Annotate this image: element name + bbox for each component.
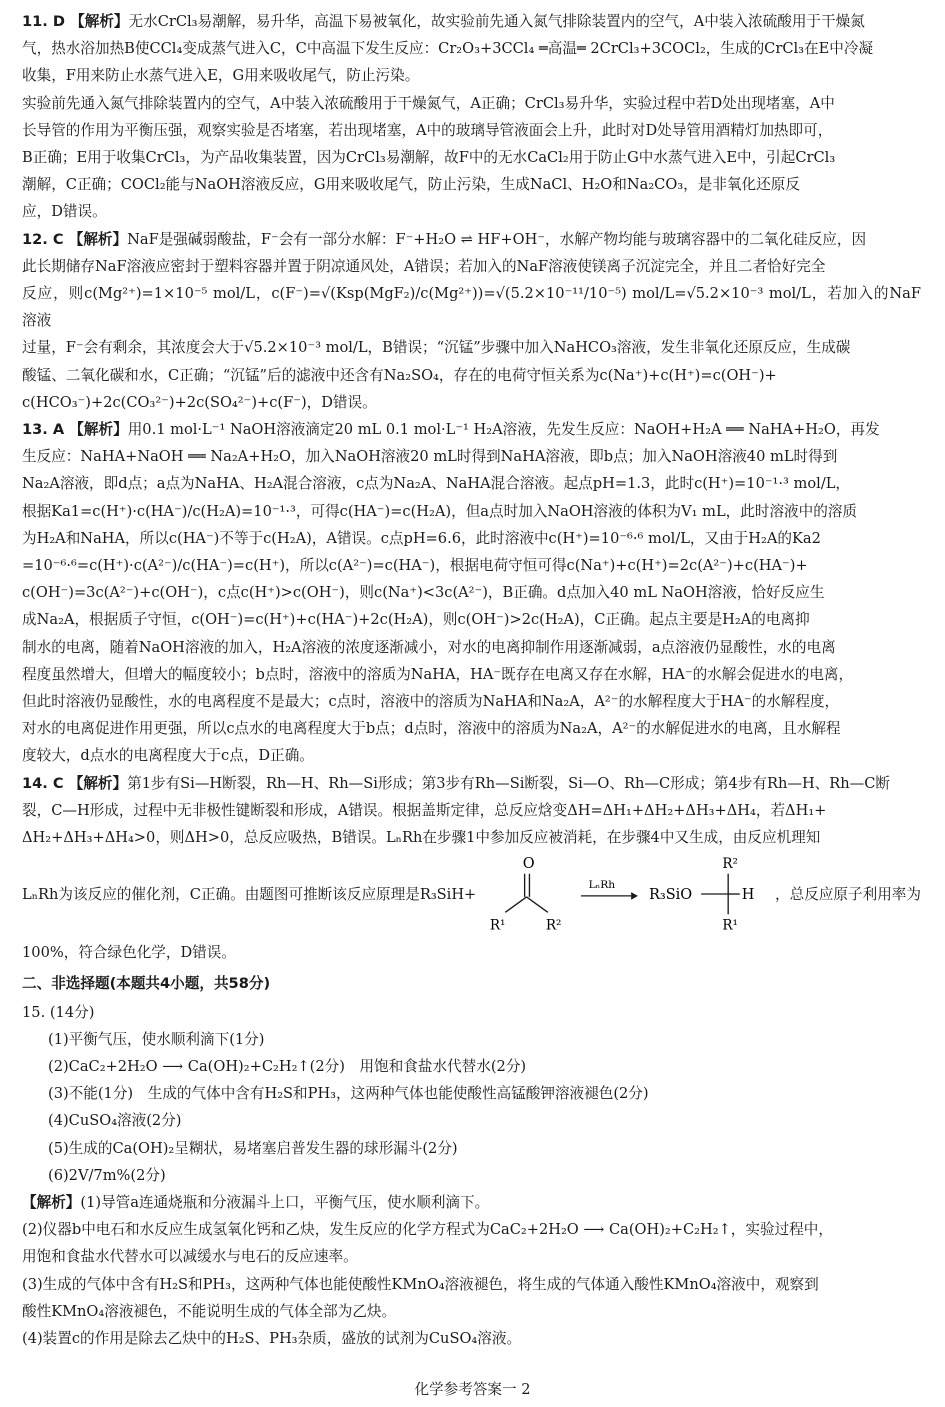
q11-line: 潮解，C正确；COCl₂能与NaOH溶液反应，G用来吸收尾气，防止污染，生成NaCl、H₂O和Na₂CO₃，是非氧化还原反: [22, 176, 800, 194]
reaction-scheme: [22, 849, 921, 939]
q11-line: B正确；E用于收集CrCl₃，为产品收集装置，因为CrCl₃易潮解，故F中的无水CaCl₂用于防止G中水蒸气进入E中，引起CrCl₃: [22, 149, 836, 167]
q12-head: 12. C 【解析】: [22, 230, 128, 248]
q15-explain: 酸性KMnO₄溶液褪色，不能说明生成的气体全部为乙炔。: [22, 1302, 397, 1320]
q13-line: =10⁻⁶·⁶=c(H⁺)·c(A²⁻)/c(HA⁻)=c(H⁺)，所以c(A²⁻)=c(HA⁻)，根据电荷守恒可得c(Na⁺)+c(H⁺)=2c(A²⁻)+c(HA⁻)+: [22, 557, 808, 575]
q15-explain-head: 【解析】: [22, 1193, 81, 1211]
q15-explain: (1)导管a连通烧瓶和分液漏斗上口，平衡气压，使水顺利滴下。: [80, 1193, 490, 1211]
q12-line: 反应，则c(Mg²⁺)=1×10⁻⁵ mol/L，c(F⁻)=√(Ksp(MgF₂)/c(Mg²⁺))=√(5.2×10⁻¹¹/10⁻⁵) mol/L=√5.2×10⁻³ mol/L，若加入的NaF溶液: [22, 285, 921, 330]
q11-line: 实验前先通入氮气排除装置内的空气，A中装入浓硫酸用于干燥氮气，A正确；CrCl₃易升华，实验过程中若D处出现堵塞，A中: [22, 94, 835, 112]
q15-answer: (1)平衡气压，使水顺利滴下(1分): [48, 1030, 265, 1048]
q15-explain: 用饱和食盐水代替水可以减缓水与电石的反应速率。: [22, 1248, 358, 1266]
answer-q15: [22, 999, 921, 1353]
q13-line: c(OH⁻)=3c(A²⁻)+c(OH⁻)，c点c(H⁺)>c(OH⁻)，则c(Na⁺)<3c(A²⁻)，B正确。d点加入40 mL NaOH溶液，恰好反应生: [22, 584, 825, 602]
q13-line: 为H₂A和NaHA，所以c(HA⁻)不等于c(H₂A)，A错误。c点pH=6.6，此时溶液中c(H⁺)=10⁻⁶·⁶ mol/L，又由于H₂A的Ka2: [22, 529, 821, 547]
answer-q11: [22, 8, 921, 226]
q15-head: 15. (14分): [22, 1003, 95, 1021]
q14-line: ΔH₂+ΔH₃+ΔH₄>0，则ΔH>0，总反应吸热，B错误。LₙRh在步骤1中参加反应被消耗，在步骤4中又生成，由反应机理知: [22, 829, 821, 847]
q13-line: 制水的电离，随着NaOH溶液的加入，H₂A溶液的浓度逐渐减小，对水的电离抑制作用逐渐减弱，a点溶液仍显酸性，水的电离: [22, 638, 836, 656]
r2-label: R²: [546, 918, 562, 935]
q15-answer: (6)2V/7m%(2分): [48, 1166, 166, 1184]
answer-q13: [22, 416, 921, 770]
q13-line: 但此时溶液仍显酸性，水的电离程度不是最大；c点时，溶液中的溶质为NaHA和Na₂A，A²⁻的水解程度大于HA⁻的水解程度，: [22, 693, 840, 711]
q13-line: 成Na₂A，根据质子守恒，c(OH⁻)=c(H⁺)+c(HA⁻)+2c(H₂A)，则c(OH⁻)>2c(H₂A)，C正确。起点主要是H₂A的电离抑: [22, 611, 810, 629]
q14-line: LₙRh为该反应的催化剂，C正确。由题图可推断该反应原理是R₃SiH+: [22, 885, 477, 903]
q14-line: 第1步有Si—H断裂，Rh—H、Rh—Si形成；第3步有Rh—Si断裂，Si—O、Rh—C形成；第4步有Rh—H、Rh—C断: [127, 774, 891, 792]
q11-line: 应，D错误。: [22, 203, 107, 221]
q15-explain: (3)生成的气体中含有H₂S和PH₃，这两种气体也能使酸性KMnO₄溶液褪色，将生成的气体通入酸性KMnO₄溶液中，观察到: [22, 1275, 819, 1293]
q15-answer: (2)CaC₂+2H₂O ⟶ Ca(OH)₂+C₂H₂↑(2分) 用饱和食盐水代替水(2分): [48, 1057, 527, 1075]
q13-head: 13. A 【解析】: [22, 421, 128, 439]
r1-label: R¹: [722, 918, 739, 935]
q13-line: 根据Ka1=c(H⁺)·c(HA⁻)/c(H₂A)=10⁻¹·³，可得c(HA⁻)=c(H₂A)，但a点时加入NaOH溶液的体积为V₁ mL，此时溶液中的溶质: [22, 502, 858, 520]
q13-line: 用0.1 mol·L⁻¹ NaOH溶液滴定20 mL 0.1 mol·L⁻¹ H₂A溶液，先发生反应：NaOH+H₂A ══ NaHA+H₂O，再发: [127, 421, 880, 439]
q13-line: 程度虽然增大，但增大的幅度较小；b点时，溶液中的溶质为NaHA，HA⁻既存在电离又存在水解，HA⁻的水解会促进水的电离，: [22, 665, 854, 683]
answer-q14: [22, 770, 921, 967]
q12-line: c(HCO₃⁻)+2c(CO₃²⁻)+2c(SO₄²⁻)+c(F⁻)，D错误。: [22, 393, 377, 411]
carbonyl-oxygen: O: [522, 856, 535, 873]
q11-line: 长导管的作用为平衡压强，观察实验是否堵塞，若出现堵塞，A中的玻璃导管液面会上升，此时对D处导管用酒精灯加热即可，: [22, 121, 833, 139]
q12-line: 酸锰、二氧化碳和水，C正确；“沉锰”后的滤液中还含有Na₂SO₄，存在的电荷守恒关系为c(Na⁺)+c(H⁺)=c(OH⁻)+: [22, 366, 777, 384]
q15-answer: (5)生成的Ca(OH)₂呈糊状，易堵塞启普发生器的球形漏斗(2分): [48, 1139, 458, 1157]
reaction-arrow: [579, 874, 639, 914]
q14-line: 裂，C—H形成，过程中无非极性键断裂和形成，A错误。根据盖斯定律，总反应焓变ΔH=ΔH₁+ΔH₂+ΔH₃+ΔH₄，若ΔH₁+: [22, 801, 827, 819]
product-prefix: R₃SiO: [649, 887, 693, 904]
q15-explain: (2)仪器b中电石和水反应生成氢氧化钙和乙炔，发生反应的化学方程式为CaC₂+2H₂O ⟶ Ca(OH)₂+C₂H₂↑，实验过程中，: [22, 1221, 833, 1239]
q13-line: 生反应：NaHA+NaOH ══ Na₂A+H₂O，加入NaOH溶液20 mL时得到NaHA溶液，即b点；加入NaOH溶液40 mL时得到: [22, 448, 838, 466]
q15-answer: (4)CuSO₄溶液(2分): [48, 1112, 182, 1130]
c-r2-bond: [527, 897, 548, 912]
answer-body: [22, 8, 921, 1352]
q12-line: 过量，F⁻会有剩余，其浓度会大于√5.2×10⁻³ mol/L，B错误；“沉锰”步骤中加入NaHCO₃溶液，发生非氧化还原反应，生成碳: [22, 339, 851, 357]
q14-line: 100%，符合绿色化学，D错误。: [22, 944, 236, 962]
q12-line: 此长期储存NaF溶液应密封于塑料容器并置于阴凉通风处，A错误；若加入的NaF溶液使镁离子沉淀完全，并且二者恰好完全: [22, 257, 826, 275]
section-heading: 二、非选择题(本题共4小题，共58分): [22, 974, 271, 992]
q13-line: 对水的电离促进作用更强，所以c点水的电离程度大于b点；d点时，溶液中的溶质为Na₂A，A²⁻的水解促进水的电离，且水解程: [22, 720, 841, 738]
h-atom: H: [741, 887, 755, 904]
ketone-structure: [486, 851, 569, 937]
q14-head: 14. C 【解析】: [22, 774, 128, 792]
r2-label: R²: [722, 856, 739, 873]
page-footer: 化学参考答案一 2: [414, 1381, 531, 1398]
q14-line: ，总反应原子利用率为: [775, 885, 921, 903]
q15-answer: (3)不能(1分) 生成的气体中含有H₂S和PH₃，这两种气体也能使酸性高锰酸钾溶液褪色(2分): [48, 1085, 649, 1103]
q12-line: NaF是强碱弱酸盐，F⁻会有一部分水解：F⁻+H₂O ⇌ HF+OH⁻，水解产物均能与玻璃容器中的二氧化硅反应，因: [127, 230, 867, 248]
q11-line: 无水CrCl₃易潮解，易升华，高温下易被氧化，故实验前先通入氮气排除装置内的空气，A中装入浓硫酸用于干燥氮: [128, 13, 865, 30]
answer-q12: [22, 226, 921, 416]
q11-line: 收集，F用来防止水蒸气进入E，G用来吸收尾气，防止污染。: [22, 67, 420, 85]
q11-head: 11. D 【解析】: [22, 13, 129, 30]
catalyst-label: LₙRh: [588, 878, 616, 892]
c-r1-bond: [506, 897, 527, 912]
q11-line: 气，热水浴加热B使CCl₄变成蒸气进入C，C中高温下发生反应：Cr₂O₃+3CCl₄ ═高温═ 2CrCl₃+3COCl₂，生成的CrCl₃在E中冷凝: [22, 40, 874, 58]
product-structure: [649, 851, 765, 937]
r1-label: R¹: [490, 918, 506, 935]
q13-line: 度较大，d点水的电离程度大于c点，D正确。: [22, 747, 314, 765]
q13-line: Na₂A溶液，即d点；a点为NaHA、H₂A混合溶液，c点为Na₂A、NaHA混合溶液。起点pH=1.3，此时c(H⁺)=10⁻¹·³ mol/L，: [22, 475, 851, 493]
q15-explain: (4)装置c的作用是除去乙炔中的H₂S、PH₃杂质，盛放的试剂为CuSO₄溶液。: [22, 1329, 522, 1347]
